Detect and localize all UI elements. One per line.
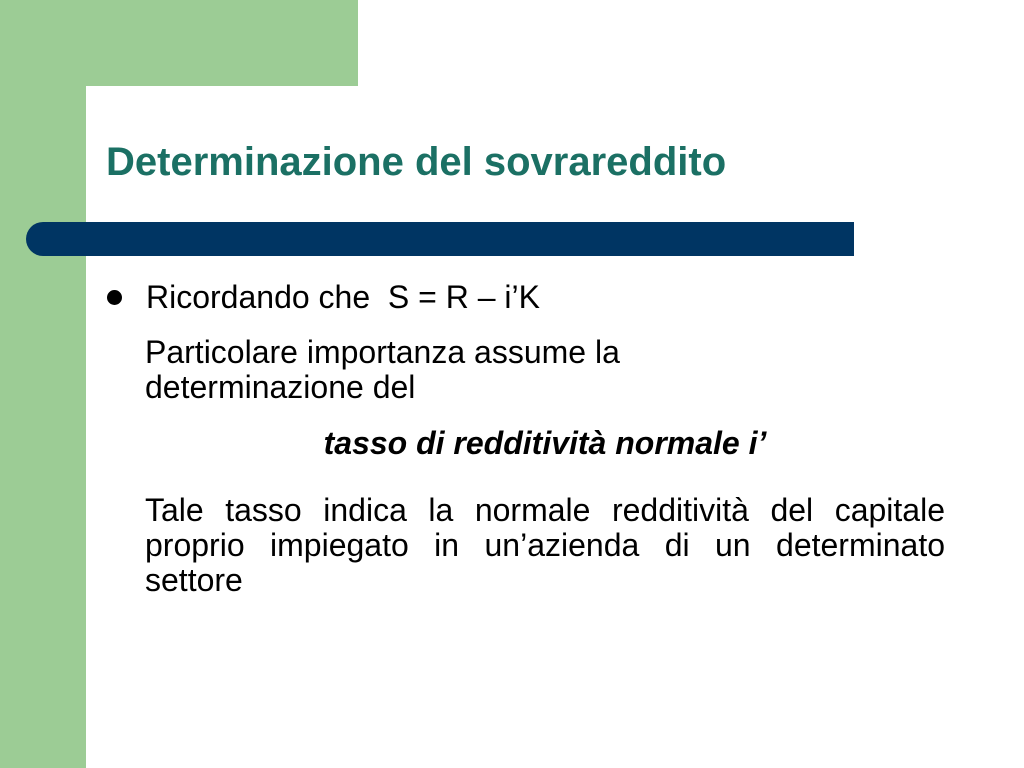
slide-body — [105, 280, 945, 598]
bullet-dot-icon — [107, 290, 122, 305]
bullet-text: Ricordando che S = R – i’K — [146, 279, 540, 315]
paragraph-1-line-1: Particolare importanza assume la — [145, 334, 620, 370]
green-top-band — [0, 0, 358, 86]
paragraph-1-line-2: determinazione del — [145, 369, 416, 405]
title-underline-bar — [26, 222, 854, 256]
emphasis-text: tasso di redditività normale i’ — [323, 425, 767, 461]
slide-title: Determinazione del sovrareddito — [106, 140, 727, 184]
bullet-item — [105, 280, 945, 315]
green-left-band — [0, 0, 86, 768]
paragraph-1 — [105, 335, 945, 405]
paragraph-2: Tale tasso indica la normale redditività del capitale proprio impiegato in un’azienda di un determinato settore — [145, 492, 945, 598]
